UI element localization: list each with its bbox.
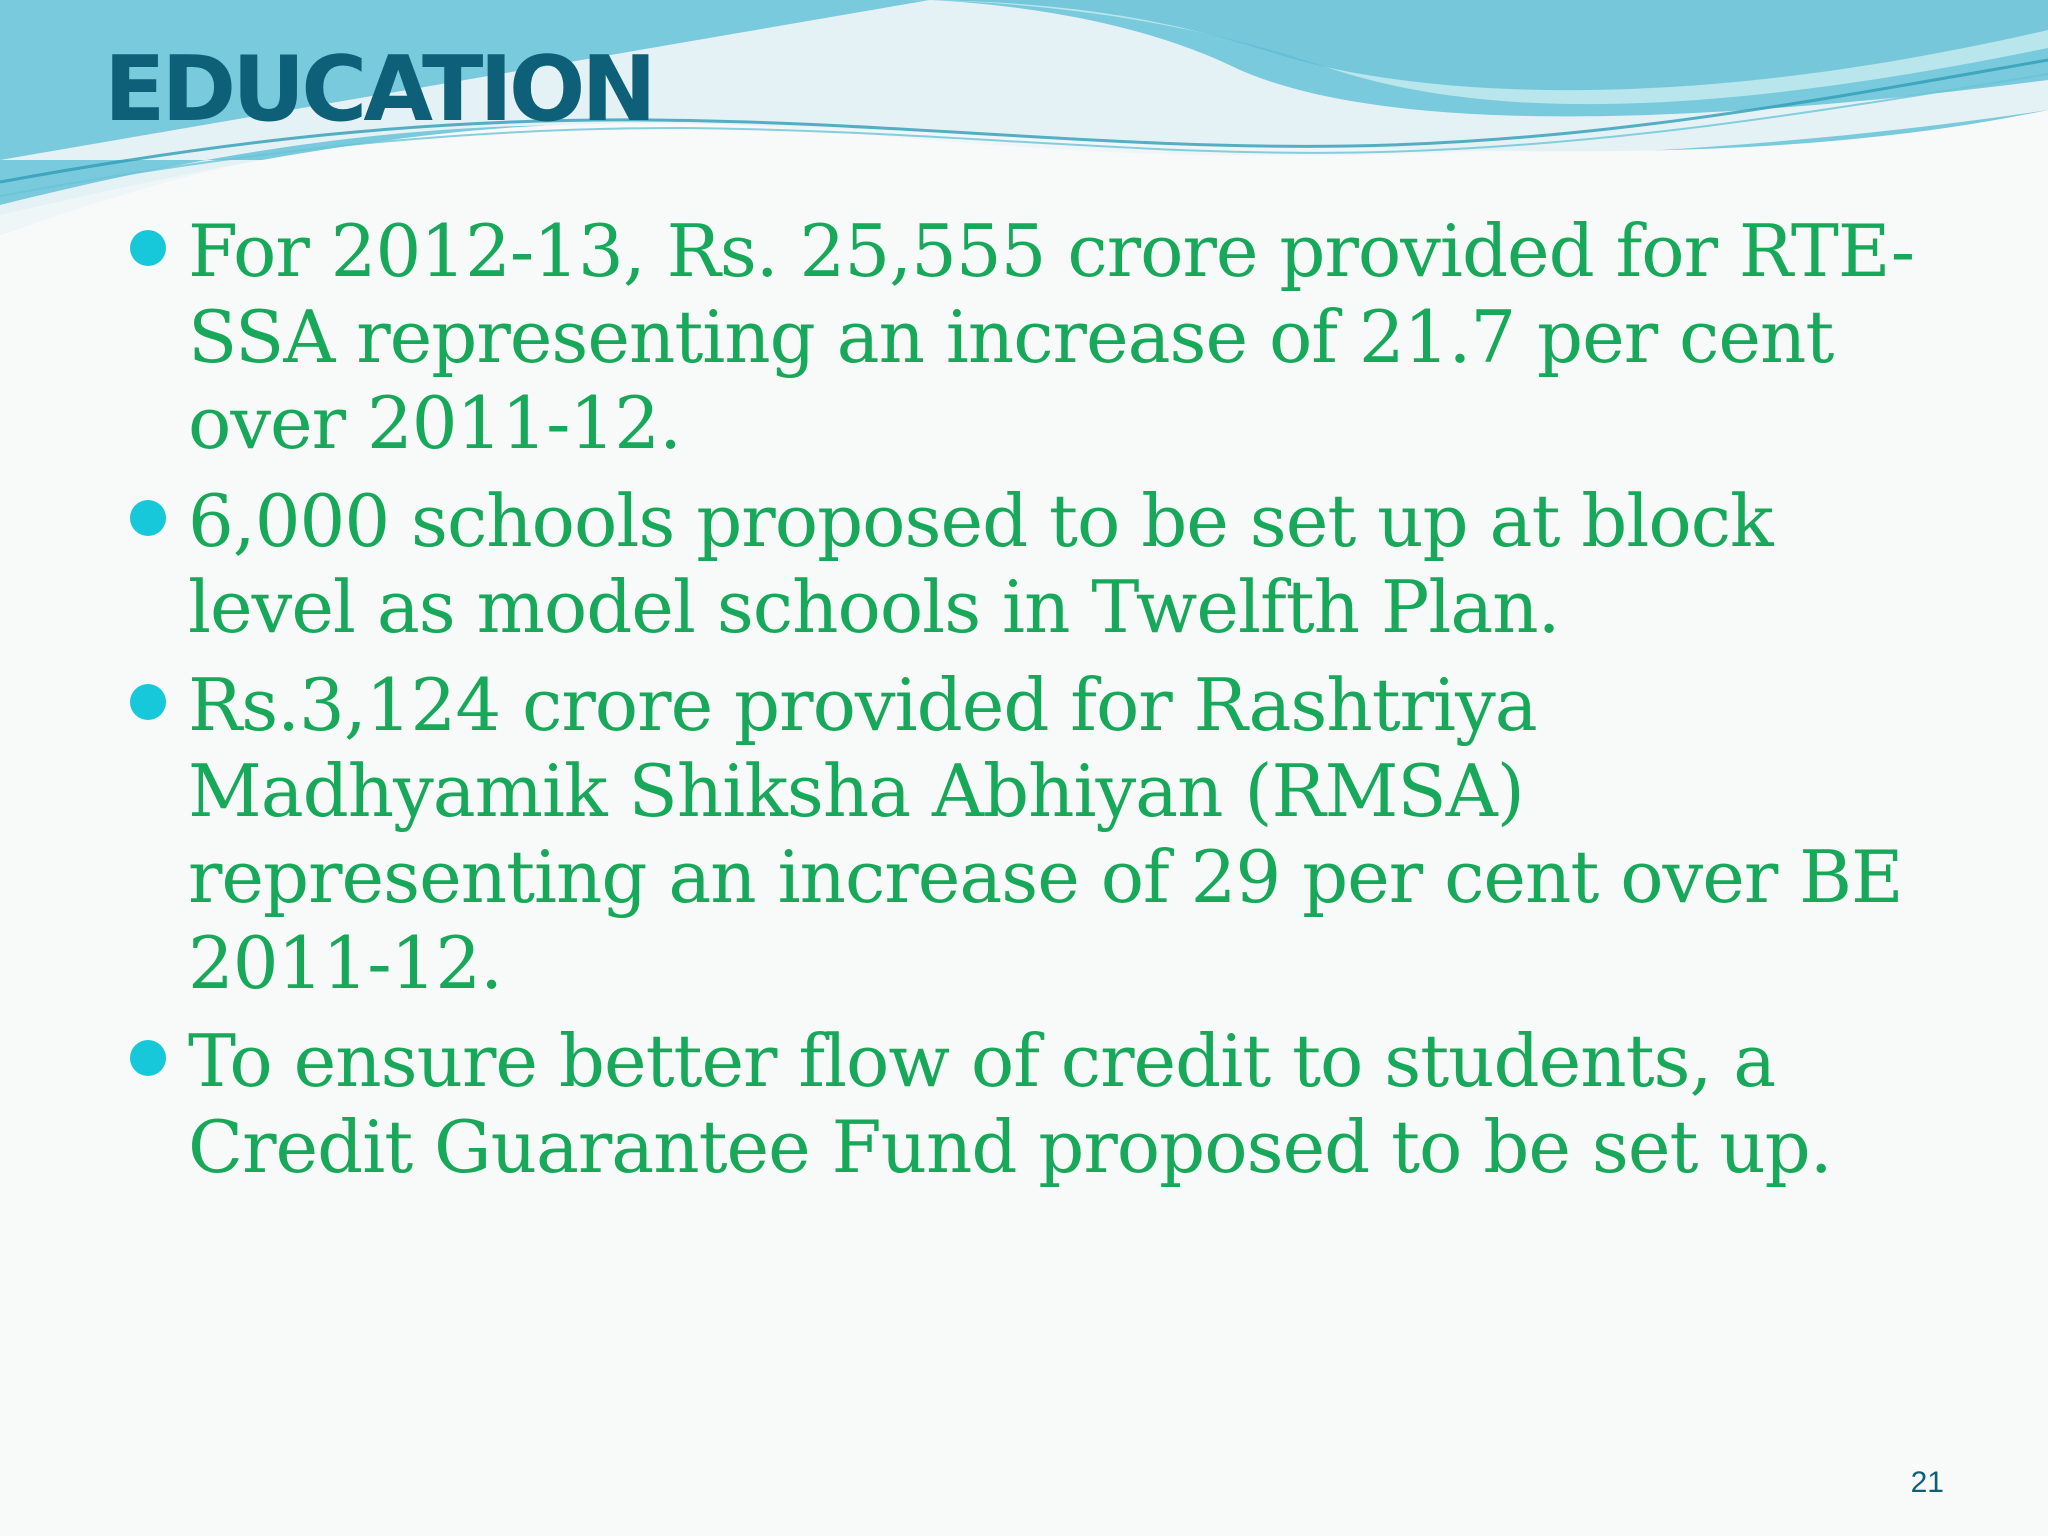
bullet-dot-icon (130, 684, 166, 720)
bullet-text: Rs.3,124 crore provided for Rashtriya Madhyamik Shiksha Abhiyan (RMSA) representing an increase of 29 per cent over BE 2011-12. (188, 663, 1903, 1005)
bullet-item-rmsa (130, 662, 1960, 1006)
bullet-dot-icon (130, 500, 166, 536)
bullet-item-rte-ssa (130, 208, 1960, 466)
bullet-item-model-schools (130, 478, 1960, 650)
bullet-dot-icon (130, 1040, 166, 1076)
bullet-item-credit-guarantee (130, 1018, 1960, 1190)
bullet-list (130, 208, 1960, 1202)
bullet-text: 6,000 schools proposed to be set up at block level as model schools in Twelfth Plan. (188, 479, 1773, 649)
bullet-dot-icon (130, 230, 166, 266)
page-number: 21 (1910, 1466, 1944, 1499)
bullet-text: To ensure better flow of credit to students, a Credit Guarantee Fund proposed to be set up. (188, 1019, 1832, 1189)
bullet-text: For 2012-13, Rs. 25,555 crore provided for RTE-SSA representing an increase of 21.7 per cent over 2011-12. (188, 209, 1915, 465)
slide-title: EDUCATION (104, 37, 653, 142)
